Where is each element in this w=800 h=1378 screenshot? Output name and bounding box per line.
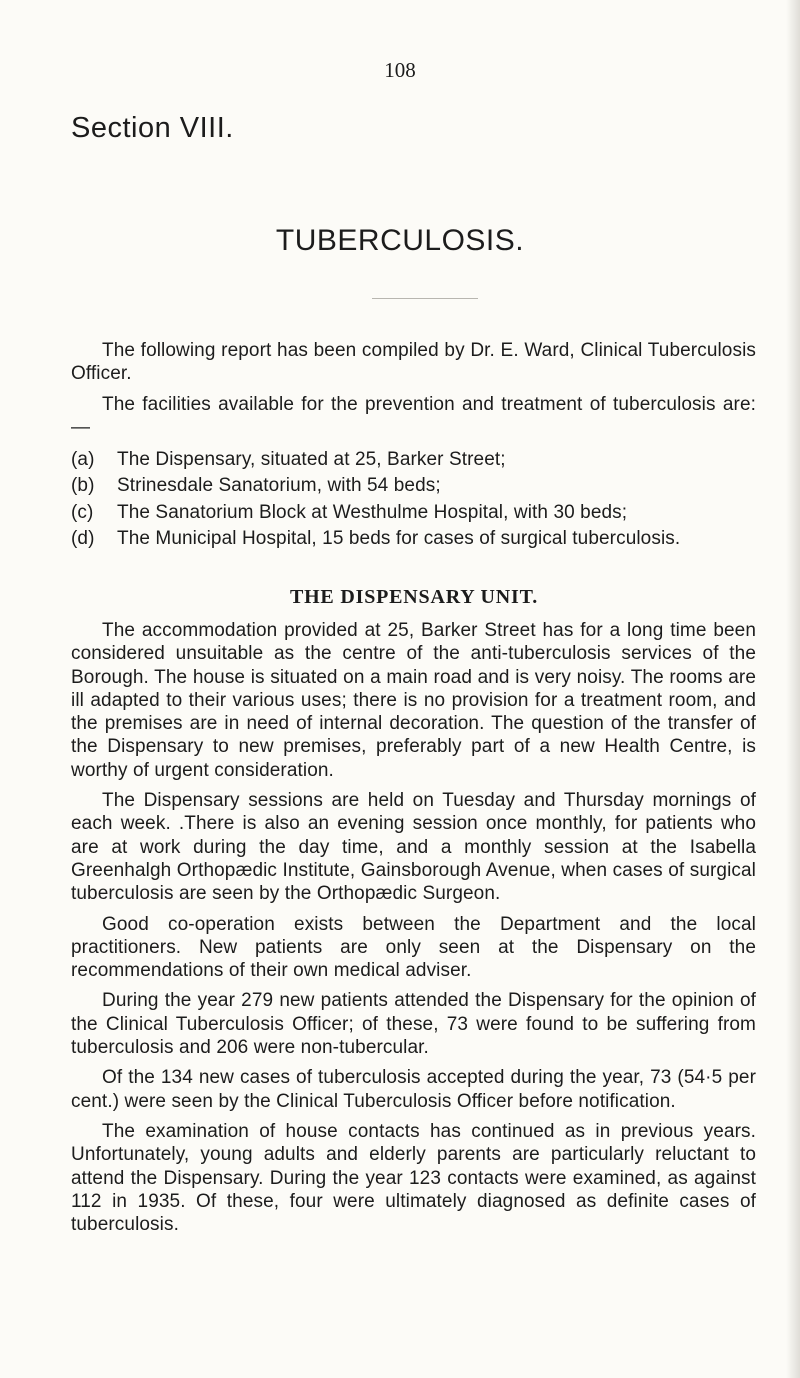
subheading: THE DISPENSARY UNIT. [289, 586, 539, 608]
list-item-label: (c) [71, 501, 94, 523]
body-paragraph: The accommodation provided at 25, Barker Street has for a long time been considered unsuitable as the centre of the anti-tuberculosis services of the Borough. The house is situated on a main road and is very noisy. The rooms are ill adapted to their various uses; there is no provision for a treatment room, and the premises are in need of internal decoration. The question of the transfer of the Dispensary to new premises, preferably part of a new Health Centre, is worthy of urgent consideration. [71, 620, 756, 781]
intro-paragraph: The following report has been compiled by Dr. E. Ward, Clinical Tuberculosis Officer. [71, 340, 756, 385]
title-divider [372, 298, 478, 299]
list-item-text: The Sanatorium Block at Westhulme Hospital, with 30 beds; [117, 501, 628, 523]
body-paragraph: The Dispensary sessions are held on Tuesday and Thursday mornings of each week. .There is also an evening session once monthly, for patients who are at work during the day time, and a monthly session at the Isabella Greenhalgh Orthopædic Institute, Gainsborough Avenue, when cases of surgical tuberculosis are seen by the Orthopædic Surgeon. [71, 790, 756, 905]
section-heading: Section VIII. [71, 112, 234, 144]
list-item [71, 474, 756, 497]
list-item [71, 448, 756, 471]
dispensary-unit-text [71, 619, 756, 1243]
body-paragraph: Good co-operation exists between the Department and the local practitioners. New patients are only seen at the Dispensary on the recommendations of their own medical adviser. [71, 913, 756, 982]
body-paragraph: The examination of house contacts has continued as in previous years. Unfortunately, young adults and elderly parents are particularly reluctant to attend the Dispensary. During the year 123 contacts were examined, as against 112 in 1935. Of these, four were ultimately diagnosed as definite cases of tuberculosis. [71, 1120, 756, 1236]
list-item-label: (a) [71, 449, 95, 470]
list-item-text: The Municipal Hospital, 15 beds for cases of surgical tuberculosis. [117, 527, 681, 549]
list-item-label: (b) [71, 475, 95, 497]
facilities-list [71, 448, 756, 553]
body-paragraph: Of the 134 new cases of tuberculosis accepted during the year, 73 (54·5 per cent.) were seen by the Clinical Tuberculosis Officer before notification. [71, 1067, 756, 1112]
page-number: 108 [384, 58, 416, 82]
list-item [71, 501, 756, 524]
list-item-text: Strinesdale Sanatorium, with 54 beds; [117, 475, 441, 497]
list-item-label: (d) [71, 527, 95, 549]
intro-text [71, 339, 756, 446]
list-item-text: The Dispensary, situated at 25, Barker Street; [117, 449, 506, 470]
list-item [71, 527, 756, 550]
intro-paragraph: The facilities available for the prevention and treatment of tuberculosis are: — [71, 393, 756, 438]
page-title: TUBERCULOSIS. [275, 224, 525, 257]
page-edge-shadow [786, 0, 800, 1378]
body-paragraph: During the year 279 new patients attended the Dispensary for the opinion of the Clinical Tuberculosis Officer; of these, 73 were found to be suffering from tuberculosis and 206 were non-tubercular. [71, 990, 756, 1059]
